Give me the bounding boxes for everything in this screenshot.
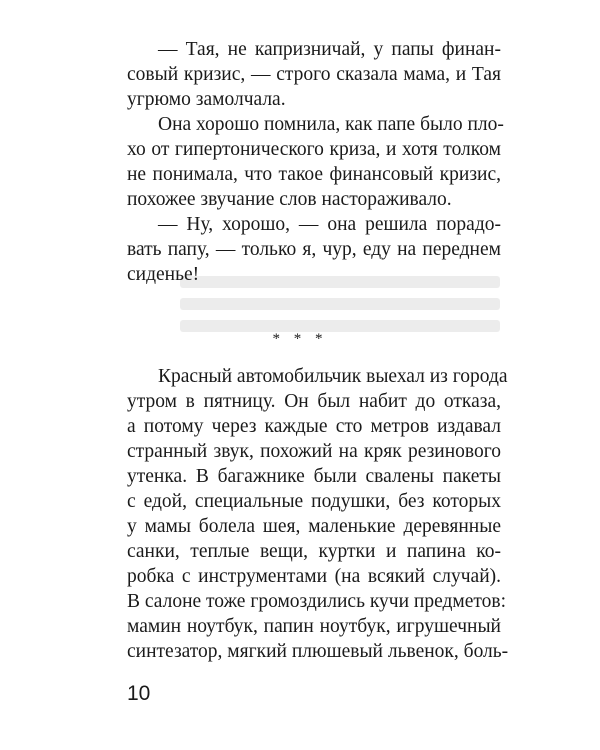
text-line: утенка. В багажнике были свалены пакеты (127, 466, 501, 487)
text-line: странный звук, похожий на кряк резинового (127, 441, 501, 462)
text-line: санки, теплые вещи, куртки и папина ко- (127, 541, 501, 562)
text-line: а потому через каждые сто метров издавал (127, 416, 501, 437)
section-separator: * * * (272, 331, 328, 347)
page-number: 10 (127, 682, 151, 705)
text-line: Красный автомобильчик выехал из города (158, 366, 508, 387)
text-line: не понимала, что такое финансовый кризис, (127, 164, 501, 185)
text-line: синтезатор, мягкий плюшевый львенок, боль- (127, 641, 509, 662)
text-line: совый кризис, — строго сказала мама, и Тая (127, 64, 501, 85)
text-line: хо от гипертонического криза, и хотя толком (127, 139, 501, 160)
text-line: похожее звучание слов настораживало. (127, 189, 452, 210)
text-line: — Ну, хорошо, — она решила порадо- (158, 214, 501, 235)
text-line: утром в пятницу. Он был набит до отказа, (127, 391, 501, 412)
text-block-bottom (127, 364, 509, 664)
text-line: робка с инструментами (на всякий случай). (127, 566, 501, 587)
text-line: — Тая, не капризничай, у папы финан- (158, 39, 501, 60)
text-block-top (127, 37, 504, 287)
text-line: сиденье! (127, 264, 200, 285)
text-line: Она хорошо помнила, как папе было пло- (158, 114, 504, 135)
text-line: В салоне тоже громоздились кучи предметов: (127, 591, 507, 612)
text-line: вать папу, — только я, чур, еду на переднем (127, 239, 501, 260)
text-line: мамин ноутбук, папин ноутбук, игрушечный (127, 616, 501, 637)
text-line: у мамы болела шея, маленькие деревянные (127, 516, 501, 537)
text-line: угрюмо замолчала. (127, 89, 286, 110)
text-line: с едой, специальные подушки, без которых (127, 491, 501, 512)
